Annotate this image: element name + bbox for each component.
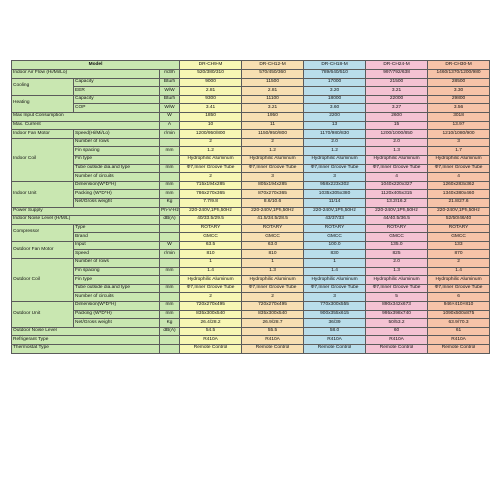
row-unit bbox=[160, 233, 180, 242]
spec-sheet bbox=[11, 60, 489, 354]
row-group-label: Outdoor Fan Motor bbox=[12, 241, 74, 258]
spec-value: 43/37/33 bbox=[304, 216, 366, 225]
table-row bbox=[12, 95, 490, 104]
spec-value: 1210/1080/900 bbox=[428, 130, 490, 139]
spec-value: 890x342x673 bbox=[366, 302, 428, 311]
spec-value: Φ7,Inner Groove Tube bbox=[242, 284, 304, 293]
row-unit bbox=[160, 276, 180, 285]
row-unit: W/W bbox=[160, 104, 180, 113]
table-row bbox=[12, 233, 490, 242]
row-group-label: Compressor bbox=[12, 224, 74, 241]
model-name: DR-CH9-M bbox=[180, 61, 242, 70]
spec-value: Hydrophilic Aluminum bbox=[180, 155, 242, 164]
spec-value: 220-240V,1Ph,50Hz bbox=[366, 207, 428, 216]
row-group-label: Indoor Noise Level (H/M/L) bbox=[12, 216, 160, 225]
row-sub-label: Fin type bbox=[74, 155, 160, 164]
table-row bbox=[12, 181, 490, 190]
spec-value: 1040x220x327 bbox=[366, 181, 428, 190]
spec-value: 55.5 bbox=[242, 327, 304, 336]
spec-value: 1.3 bbox=[366, 147, 428, 156]
spec-value: 835x300x540 bbox=[242, 310, 304, 319]
spec-value: 3 bbox=[304, 173, 366, 182]
spec-value: 135.0 bbox=[366, 241, 428, 250]
spec-value: Hydrophilic Aluminum bbox=[428, 155, 490, 164]
row-sub-label: Net/Gross weight bbox=[74, 319, 160, 328]
spec-value: 900x355x615 bbox=[304, 310, 366, 319]
table-row bbox=[12, 250, 490, 259]
spec-value: 1.7 bbox=[428, 147, 490, 156]
spec-value: Hydrophilic Aluminum bbox=[242, 276, 304, 285]
row-group-label: Refrigerant Type bbox=[12, 336, 160, 345]
spec-value: Hydrophilic Aluminum bbox=[366, 276, 428, 285]
spec-value: 520/380/310 bbox=[180, 70, 242, 79]
row-unit: Btu/h bbox=[160, 95, 180, 104]
row-sub-label: Brand bbox=[74, 233, 160, 242]
row-sub-label: Capacity bbox=[74, 78, 160, 87]
spec-value: 1.4 bbox=[304, 267, 366, 276]
spec-value: 41.5/34.5/28.5 bbox=[242, 216, 304, 225]
spec-value: 11/14 bbox=[304, 198, 366, 207]
spec-value: GMCC bbox=[180, 233, 242, 242]
spec-value: 15 bbox=[366, 121, 428, 130]
spec-value: 2 bbox=[180, 293, 242, 302]
row-group-label: Indoor Fan Motor bbox=[12, 130, 74, 139]
row-unit: W bbox=[160, 241, 180, 250]
spec-value: 1950 bbox=[242, 112, 304, 121]
spec-table bbox=[11, 60, 490, 354]
spec-value: 1460/1370/1200/980 bbox=[428, 70, 490, 79]
row-unit bbox=[160, 155, 180, 164]
row-sub-label: Number of circuits bbox=[74, 173, 160, 182]
spec-value: 1.2 bbox=[242, 147, 304, 156]
row-group-label: Indoor Air Flow (Hi/Mi/Lo) bbox=[12, 70, 160, 79]
spec-value: 825 bbox=[366, 250, 428, 259]
spec-value: Remote Control bbox=[428, 345, 490, 354]
spec-value: 220-240V,1Ph,50Hz bbox=[242, 207, 304, 216]
spec-value: 958x223x302 bbox=[304, 181, 366, 190]
spec-value: 835x300x540 bbox=[180, 310, 242, 319]
table-row bbox=[12, 173, 490, 182]
spec-value: 1 bbox=[304, 259, 366, 268]
spec-value: 3.27 bbox=[366, 104, 428, 113]
spec-value: Hydrophilic Aluminum bbox=[366, 155, 428, 164]
spec-value: 995x398x740 bbox=[366, 310, 428, 319]
spec-value: 29800 bbox=[428, 95, 490, 104]
table-row bbox=[12, 78, 490, 87]
spec-value: 2 bbox=[242, 293, 304, 302]
row-unit: dB(A) bbox=[160, 216, 180, 225]
spec-value: 1260x283x362 bbox=[428, 181, 490, 190]
spec-value: 1170/980/830 bbox=[304, 130, 366, 139]
spec-value: 61 bbox=[428, 327, 490, 336]
row-sub-label: Number of rows bbox=[74, 138, 160, 147]
spec-value: 3.41 bbox=[180, 104, 242, 113]
model-name: DR-CH12-M bbox=[242, 61, 304, 70]
row-sub-label: Number of circuits bbox=[74, 293, 160, 302]
row-unit: mm bbox=[160, 284, 180, 293]
spec-value: Φ7,Inner Groove Tube bbox=[428, 164, 490, 173]
row-unit: W bbox=[160, 112, 180, 121]
spec-value: 22000 bbox=[366, 95, 428, 104]
spec-value: 60 bbox=[366, 327, 428, 336]
table-row bbox=[12, 345, 490, 354]
row-sub-label: Type bbox=[74, 224, 160, 233]
row-unit: mm bbox=[160, 310, 180, 319]
spec-value: 2 bbox=[180, 138, 242, 147]
row-sub-label: Speed(Hi/Mi/Lo) bbox=[74, 130, 160, 139]
spec-value: 1200/950/800 bbox=[180, 130, 242, 139]
spec-value: Φ7,Inner Groove Tube bbox=[180, 284, 242, 293]
spec-value: 6 bbox=[428, 293, 490, 302]
spec-value: 1.2 bbox=[180, 147, 242, 156]
row-unit: mm bbox=[160, 190, 180, 199]
spec-value: 133 bbox=[428, 241, 490, 250]
row-group-label: Heating bbox=[12, 95, 74, 112]
spec-value: 7.7/9.8 bbox=[180, 198, 242, 207]
spec-value: ROTARY bbox=[242, 224, 304, 233]
row-group-label: Max. Current bbox=[12, 121, 160, 130]
spec-value: 36/39 bbox=[304, 319, 366, 328]
spec-value: Φ7,Inner Groove Tube bbox=[428, 284, 490, 293]
table-row bbox=[12, 259, 490, 268]
row-sub-label: Fin type bbox=[74, 276, 160, 285]
spec-value: 63.5 bbox=[180, 241, 242, 250]
row-sub-label: Dimension(W*D*H) bbox=[74, 181, 160, 190]
spec-value: 3.21 bbox=[366, 87, 428, 96]
spec-value: 3018 bbox=[428, 112, 490, 121]
table-row bbox=[12, 104, 490, 113]
spec-value: 3.60 bbox=[304, 104, 366, 113]
spec-value: 63.9/70.3 bbox=[428, 319, 490, 328]
spec-value: ROTARY bbox=[366, 224, 428, 233]
table-row bbox=[12, 207, 490, 216]
spec-value: 11100 bbox=[242, 95, 304, 104]
spec-value: 54.5 bbox=[180, 327, 242, 336]
row-group-label: Outdoor Coil bbox=[12, 259, 74, 302]
row-unit: W/W bbox=[160, 87, 180, 96]
spec-value: 720x270x495 bbox=[180, 302, 242, 311]
model-name: DR-CH24-M bbox=[366, 61, 428, 70]
table-row bbox=[12, 112, 490, 121]
spec-value: GMCC bbox=[304, 233, 366, 242]
row-sub-label: Input bbox=[74, 241, 160, 250]
row-sub-label: Speed bbox=[74, 250, 160, 259]
row-unit: A bbox=[160, 121, 180, 130]
spec-value: 100.0 bbox=[304, 241, 366, 250]
spec-value: 715x194x285 bbox=[180, 181, 242, 190]
spec-value: 2.81 bbox=[180, 87, 242, 96]
spec-value: 3 bbox=[242, 173, 304, 182]
spec-value: R410A bbox=[366, 336, 428, 345]
row-sub-label: Dimension(W*D*H) bbox=[74, 302, 160, 311]
spec-value: 21500 bbox=[366, 78, 428, 87]
table-row bbox=[12, 198, 490, 207]
row-unit: mm bbox=[160, 181, 180, 190]
spec-value: 17000 bbox=[304, 78, 366, 87]
spec-value: 2600 bbox=[366, 112, 428, 121]
row-unit: mm bbox=[160, 147, 180, 156]
spec-value: 3.56 bbox=[428, 104, 490, 113]
spec-value: 13.97 bbox=[428, 121, 490, 130]
spec-value: 1.3 bbox=[242, 267, 304, 276]
spec-value: 2 bbox=[428, 259, 490, 268]
spec-value: 870 bbox=[428, 250, 490, 259]
spec-value: 220-240V,1Ph,50Hz bbox=[304, 207, 366, 216]
spec-value: 13.2/16.2 bbox=[366, 198, 428, 207]
table-row bbox=[12, 190, 490, 199]
row-unit bbox=[160, 259, 180, 268]
spec-value: 3.30 bbox=[428, 87, 490, 96]
row-sub-label: Capacity bbox=[74, 95, 160, 104]
spec-value: Φ7,Inner Groove Tube bbox=[304, 164, 366, 173]
spec-value: 2 bbox=[242, 138, 304, 147]
row-unit: mm bbox=[160, 267, 180, 276]
spec-value: 8.6/10.6 bbox=[242, 198, 304, 207]
spec-value: 28500 bbox=[428, 78, 490, 87]
spec-value: GMCC bbox=[366, 233, 428, 242]
spec-value: 1340x380x460 bbox=[428, 190, 490, 199]
spec-value: Hydrophilic Aluminum bbox=[242, 155, 304, 164]
spec-value: Hydrophilic Aluminum bbox=[180, 276, 242, 285]
table-row bbox=[12, 216, 490, 225]
spec-value: 11500 bbox=[242, 78, 304, 87]
spec-value: 2.81 bbox=[242, 87, 304, 96]
header-row bbox=[12, 61, 490, 70]
table-row bbox=[12, 138, 490, 147]
spec-value: 4 bbox=[366, 173, 428, 182]
spec-value: 770x300x555 bbox=[304, 302, 366, 311]
row-sub-label: Packing (W*D*H) bbox=[74, 310, 160, 319]
spec-value: 10 bbox=[180, 121, 242, 130]
spec-value: 720x270x495 bbox=[242, 302, 304, 311]
spec-value: Hydrophilic Aluminum bbox=[304, 276, 366, 285]
spec-value: 2 bbox=[180, 173, 242, 182]
row-unit bbox=[160, 173, 180, 182]
spec-value: ROTARY bbox=[428, 224, 490, 233]
row-unit: dB(A) bbox=[160, 327, 180, 336]
row-unit bbox=[160, 345, 180, 354]
row-sub-label: Fin spacing bbox=[74, 147, 160, 156]
table-row bbox=[12, 121, 490, 130]
row-unit: Kg bbox=[160, 319, 180, 328]
spec-value: 2.0 bbox=[366, 259, 428, 268]
spec-value: 1 bbox=[180, 259, 242, 268]
row-sub-label: Fin spacing bbox=[74, 267, 160, 276]
spec-value: 1.4 bbox=[180, 267, 242, 276]
table-row bbox=[12, 284, 490, 293]
table-row bbox=[12, 302, 490, 311]
spec-value: 21.8/27.6 bbox=[428, 198, 490, 207]
spec-value: 58.0 bbox=[304, 327, 366, 336]
spec-value: 4 bbox=[428, 173, 490, 182]
table-row bbox=[12, 319, 490, 328]
spec-value: 11 bbox=[242, 121, 304, 130]
row-unit: r/min bbox=[160, 130, 180, 139]
row-sub-label: Tube outside dia.and type bbox=[74, 284, 160, 293]
table-row bbox=[12, 336, 490, 345]
spec-value: 1850 bbox=[180, 112, 242, 121]
spec-value: 3.20 bbox=[304, 87, 366, 96]
row-unit: Kg bbox=[160, 198, 180, 207]
spec-value: R410A bbox=[180, 336, 242, 345]
row-group-label: Cooling bbox=[12, 78, 74, 95]
spec-body bbox=[12, 61, 490, 354]
spec-value: 5 bbox=[366, 293, 428, 302]
table-row bbox=[12, 267, 490, 276]
row-unit: Ph-V-Hz bbox=[160, 207, 180, 216]
spec-value: 805x194x285 bbox=[242, 181, 304, 190]
spec-value: 946×410×810 bbox=[428, 302, 490, 311]
spec-value: 3 bbox=[428, 138, 490, 147]
spec-value: Φ7,Inner Groove Tube bbox=[366, 284, 428, 293]
spec-value: 9000 bbox=[180, 78, 242, 87]
spec-value: 570/450/360 bbox=[242, 70, 304, 79]
spec-value: 3 bbox=[304, 293, 366, 302]
table-row bbox=[12, 327, 490, 336]
spec-value: 220-240V,1Ph,50Hz bbox=[180, 207, 242, 216]
row-group-label: Power Supply bbox=[12, 207, 160, 216]
table-row bbox=[12, 130, 490, 139]
spec-value: 44/40.5/36.5 bbox=[366, 216, 428, 225]
spec-value: 810 bbox=[180, 250, 242, 259]
row-unit bbox=[160, 293, 180, 302]
spec-value: 18000 bbox=[304, 95, 366, 104]
row-sub-label: EER bbox=[74, 87, 160, 96]
spec-value: 9300 bbox=[180, 95, 242, 104]
spec-value: 1090x500x875 bbox=[428, 310, 490, 319]
spec-value: 1200/1000/850 bbox=[366, 130, 428, 139]
spec-value: GMCC bbox=[242, 233, 304, 242]
table-row bbox=[12, 147, 490, 156]
spec-value: Remote Control bbox=[180, 345, 242, 354]
spec-value: Remote Control bbox=[304, 345, 366, 354]
spec-value: 786x270x365 bbox=[180, 190, 242, 199]
row-unit bbox=[160, 336, 180, 345]
table-row bbox=[12, 310, 490, 319]
spec-value: 789/640/510 bbox=[304, 70, 366, 79]
spec-value: Hydrophilic Aluminum bbox=[428, 276, 490, 285]
spec-value: 50/53.2 bbox=[366, 319, 428, 328]
spec-value: 1120x405x315 bbox=[366, 190, 428, 199]
spec-value: ROTARY bbox=[180, 224, 242, 233]
row-sub-label: Number of rows bbox=[74, 259, 160, 268]
table-row bbox=[12, 70, 490, 79]
spec-value: Φ7,Inner Groove Tube bbox=[180, 164, 242, 173]
row-unit bbox=[160, 224, 180, 233]
spec-value: 2200 bbox=[304, 112, 366, 121]
row-group-label: Outdoor Noise Level bbox=[12, 327, 160, 336]
spec-value: 220-240V,1Ph,50Hz bbox=[428, 207, 490, 216]
row-unit: Btu/h bbox=[160, 78, 180, 87]
spec-value: 1.2 bbox=[304, 147, 366, 156]
spec-value: Φ7,Inner Groove Tube bbox=[242, 164, 304, 173]
row-sub-label: Packing (W*D*H) bbox=[74, 190, 160, 199]
table-row bbox=[12, 155, 490, 164]
model-name: DR-CH30-M bbox=[428, 61, 490, 70]
table-row bbox=[12, 87, 490, 96]
spec-value: R410A bbox=[242, 336, 304, 345]
table-row bbox=[12, 224, 490, 233]
row-group-label: Max Input Consumption bbox=[12, 112, 160, 121]
table-row bbox=[12, 276, 490, 285]
row-unit: mm bbox=[160, 302, 180, 311]
spec-value: 810 bbox=[242, 250, 304, 259]
spec-value: R410A bbox=[428, 336, 490, 345]
spec-value: Remote Control bbox=[366, 345, 428, 354]
row-unit: m3/h bbox=[160, 70, 180, 79]
spec-value: R410A bbox=[304, 336, 366, 345]
spec-value: 52/50/46/40 bbox=[428, 216, 490, 225]
spec-value: 2.0 bbox=[304, 138, 366, 147]
table-row bbox=[12, 241, 490, 250]
spec-value: Remote Control bbox=[242, 345, 304, 354]
spec-value: GMCC bbox=[428, 233, 490, 242]
row-unit: r/min bbox=[160, 250, 180, 259]
row-group-label: Indoor Unit bbox=[12, 181, 74, 207]
row-sub-label: Net/Gross weight bbox=[74, 198, 160, 207]
row-unit: mm bbox=[160, 164, 180, 173]
spec-value: 830 bbox=[304, 250, 366, 259]
spec-value: Hydrophilic Aluminum bbox=[304, 155, 366, 164]
table-row bbox=[12, 164, 490, 173]
spec-value: 1.4 bbox=[428, 267, 490, 276]
spec-value: 13 bbox=[304, 121, 366, 130]
row-group-label: Thermostat Type bbox=[12, 345, 160, 354]
row-sub-label: Tube outside dia.and type bbox=[74, 164, 160, 173]
spec-value: 40/33.5/29.5 bbox=[180, 216, 242, 225]
row-unit bbox=[160, 138, 180, 147]
row-group-label: Outdoor Unit bbox=[12, 302, 74, 328]
spec-value: Φ7,Inner Groove Tube bbox=[366, 164, 428, 173]
spec-value: 1 bbox=[242, 259, 304, 268]
spec-value: 26.9/28.7 bbox=[242, 319, 304, 328]
spec-value: 1.3 bbox=[366, 267, 428, 276]
row-sub-label: COP bbox=[74, 104, 160, 113]
row-group-label: Indoor Coil bbox=[12, 138, 74, 181]
spec-value: Φ7,Inner Groove Tube bbox=[304, 284, 366, 293]
spec-value: 63.0 bbox=[242, 241, 304, 250]
model-name: DR-CH18-M bbox=[304, 61, 366, 70]
spec-value: 1150/950/800 bbox=[242, 130, 304, 139]
spec-value: 1035x305x380 bbox=[304, 190, 366, 199]
model-header: Model bbox=[12, 61, 180, 70]
spec-value: 3.21 bbox=[242, 104, 304, 113]
spec-value: 26.4/28.2 bbox=[180, 319, 242, 328]
spec-value: 870x270x365 bbox=[242, 190, 304, 199]
table-row bbox=[12, 293, 490, 302]
spec-value: 997/792/638 bbox=[366, 70, 428, 79]
spec-value: 2.0 bbox=[366, 138, 428, 147]
spec-value: ROTARY bbox=[304, 224, 366, 233]
